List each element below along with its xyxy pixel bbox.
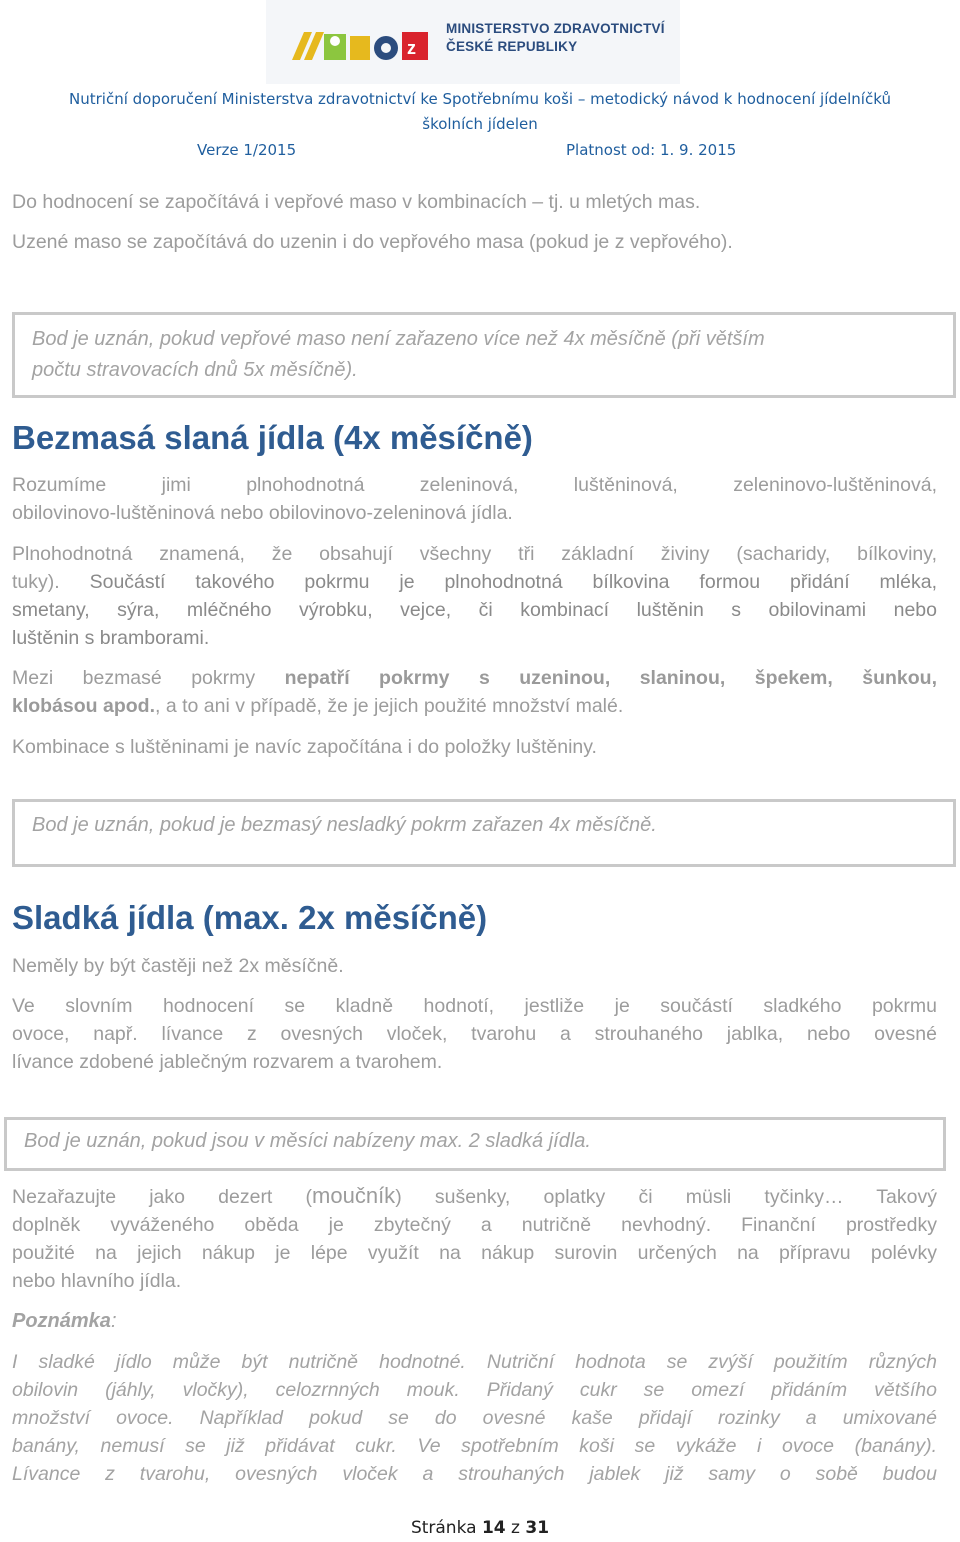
text-fragment-large: moučník xyxy=(312,1183,396,1208)
text-fragment: Mezi bezmasé pokrmy xyxy=(12,667,285,689)
document-title-line2: školních jídelen xyxy=(422,115,538,133)
ministry-name xyxy=(446,20,665,56)
text-line: obilovin (jáhly, vločky), celozrnných mouk. Přidaný cukr se omezí přidáním většího xyxy=(12,1379,937,1401)
text-line xyxy=(12,568,937,596)
text-line: Lívance z tvarohu, ovesných vloček a strouhaných jablek již samy o sobě budou xyxy=(12,1463,937,1485)
text-fragment: tuky). xyxy=(12,571,90,593)
text-fragment-bold: nepatří pokrmy s uzeninou, slaninou, špekem, šunkou, xyxy=(284,667,937,689)
text-line: Ve slovním hodnocení se kladně hodnotí, jestliže je součástí sladkého pokrmu xyxy=(12,995,937,1017)
meatless-legumes-note xyxy=(12,733,937,761)
text-fragment: ) sušenky, oplatky či müsli tyčinky… Takový xyxy=(395,1186,937,1208)
text-fragment: Součástí takového pokrmu je plnohodnotná bílkovina formou přidání mléka, xyxy=(89,571,937,593)
text-line: obilovinovo-luštěninová nebo obilovinovo-zeleninová jídla. xyxy=(12,502,513,524)
note-paragraph xyxy=(12,1348,937,1488)
section-heading-sweet: Sladká jídla (max. 2x měsíčně) xyxy=(12,899,488,936)
criterion-text-line: Bod je uznán, pokud vepřové maso není zařazeno více než 4x měsíčně (při větším xyxy=(32,328,765,350)
meatless-definition xyxy=(12,471,937,527)
note-label-text: Poznámka xyxy=(12,1310,111,1332)
ministry-name-line1: MINISTERSTVO ZDRAVOTNICTVÍ xyxy=(446,21,665,36)
text-line: Kombinace s luštěninami je navíc započítána i do položky luštěniny. xyxy=(12,736,597,758)
text-line: ovoce, např. lívance z ovesných vloček, tvarohu a strouhaného jablka, nebo ovesné xyxy=(12,1023,937,1045)
text-line: Plnohodnotná znamená, že obsahují všechny tři základní živiny (sacharidy, bílkoviny, xyxy=(12,543,937,565)
criterion-text-line: počtu stravovacích dnů 5x měsíčně). xyxy=(32,359,358,381)
text-line xyxy=(12,1182,937,1211)
meatless-nutrients xyxy=(12,540,937,652)
sweet-frequency xyxy=(12,952,937,980)
document-valid-from: Platnost od: 1. 9. 2015 xyxy=(566,141,737,159)
text-line: množství ovoce. Například pokud se do ovesné kaše přidají rozinky a umixované xyxy=(12,1407,937,1429)
intro-paragraph xyxy=(12,188,937,256)
ministry-logo-icon xyxy=(290,24,440,64)
page-total: 31 xyxy=(525,1518,550,1538)
text-line: doplněk vyváženého oběda je zbytečný a nutričně nevhodný. Finanční prostředky xyxy=(12,1214,937,1236)
page-current: 14 xyxy=(481,1518,506,1538)
page-label: Stránka xyxy=(410,1518,477,1538)
intro-line: Uzené maso se započítává do uzenin i do vepřového masa (pokud je z vepřového). xyxy=(12,231,733,253)
dessert-advice xyxy=(12,1182,937,1295)
note-label xyxy=(12,1307,117,1335)
text-line: smetany, sýra, mléčného výrobku, vejce, či kombinací luštěnin s obilovinami nebo xyxy=(12,599,937,621)
page-separator: z xyxy=(511,1518,520,1538)
text-line xyxy=(12,664,937,692)
criterion-text-line: Bod je uznán, pokud jsou v měsíci nabízeny max. 2 sladká jídla. xyxy=(24,1130,591,1152)
meatless-exclusions xyxy=(12,664,937,720)
text-line: použité na jejich nákup je lépe využít na nákup surovin určených na přípravu polévky xyxy=(12,1242,937,1264)
document-version: Verze 1/2015 xyxy=(197,141,297,159)
header-logo xyxy=(266,0,680,84)
text-line: nebo hlavního jídla. xyxy=(12,1270,182,1292)
criterion-box-meatless xyxy=(12,799,956,867)
criterion-box-pork xyxy=(12,312,956,398)
document-title-line1: Nutriční doporučení Ministerstva zdravotnictví ke Spotřebnímu koši – metodický návod k hodnocení jídelníčků xyxy=(69,90,891,108)
svg-text:z: z xyxy=(407,38,416,58)
criterion-text-line: Bod je uznán, pokud je bezmasý nesladký pokrm zařazen 4x měsíčně. xyxy=(32,814,657,836)
text-fragment-bold: klobásou apod. xyxy=(12,695,156,717)
ministry-name-line2: ČESKÉ REPUBLIKY xyxy=(446,39,578,54)
text-line: banány, nemusí se již přidávat cukr. Ve spotřebním koši se vykáže i ovoce (banány). xyxy=(12,1435,937,1457)
text-line: I sladké jídlo může být nutričně hodnotné. Nutriční hodnota se zvýší použitím různých xyxy=(12,1351,937,1373)
section-heading-meatless: Bezmasá slaná jídla (4x měsíčně) xyxy=(12,419,533,456)
text-line: Neměly by být častěji než 2x měsíčně. xyxy=(12,955,344,977)
text-line xyxy=(12,692,937,720)
text-line: Rozumíme jimi plnohodnotná zeleninová, luštěninová, zeleninovo-luštěninová, xyxy=(12,474,937,496)
intro-line: Do hodnocení se započítává i vepřové maso v kombinacích – tj. u mletých mas. xyxy=(12,191,701,213)
note-label-colon: : xyxy=(110,1310,117,1332)
sweet-fruit-note xyxy=(12,992,937,1076)
page-number xyxy=(0,1518,960,1538)
text-fragment: , a to ani v případě, že je jejich použité množství malé. xyxy=(155,695,624,717)
text-line: lívance zdobené jablečným rozvarem a tvarohem. xyxy=(12,1051,443,1073)
text-fragment: Nezařazujte jako dezert ( xyxy=(12,1186,313,1208)
text-line: luštěnin s bramborami. xyxy=(12,627,210,649)
criterion-box-sweet xyxy=(4,1117,946,1171)
